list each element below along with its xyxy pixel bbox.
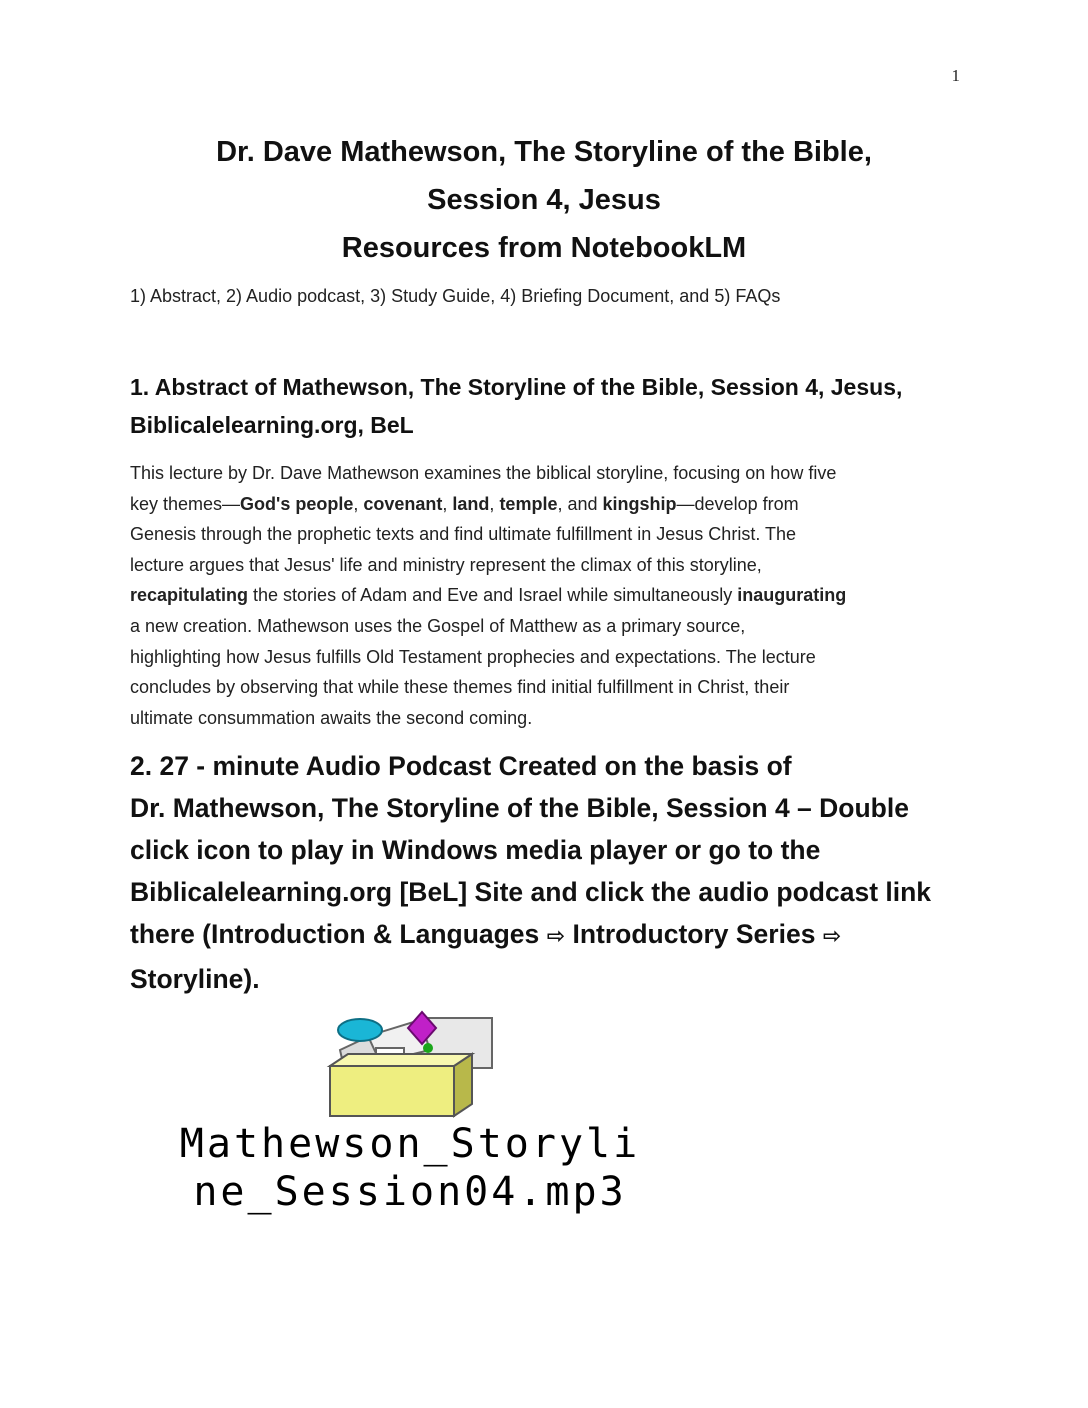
bold-term: recapitulating (130, 585, 249, 606)
resources-list: 1) Abstract, 2) Audio podcast, 3) Study Guide, 4) Briefing Document, and 5) FAQs (130, 286, 781, 306)
section1-heading-line-2: Biblicalelearning.org, BeL (130, 412, 414, 438)
section2-line: Dr. Mathewson, The Storyline of the Bible, Session 4 – Double (130, 793, 909, 823)
bold-term: land (452, 493, 490, 514)
section2-heading (130, 745, 980, 1000)
text-run: there (Introduction & Languages (130, 919, 547, 949)
section2-line (130, 913, 980, 958)
text-run: key themes— (130, 493, 241, 514)
abstract-line (130, 580, 970, 611)
title-line-3: Resources from NotebookLM (341, 232, 747, 264)
filename-line-2: ne_Session04.mp3 (193, 1169, 627, 1215)
section2-line: 2. 27 - minute Audio Podcast Created on the basis of (130, 751, 792, 781)
filename-line-1: Mathewson_Storyli (179, 1121, 641, 1167)
abstract-line: highlighting how Jesus fulfills Old Testament prophecies and expectations. The lecture (130, 646, 816, 667)
abstract-line: concludes by observing that while these themes find initial fulfillment in Christ, their (130, 677, 790, 698)
bold-term: temple (499, 493, 558, 514)
bold-term: God's people (240, 493, 354, 514)
page-number: 1 (951, 66, 960, 85)
podcast-filename[interactable] (130, 1120, 690, 1216)
section1-heading-line-1: 1. Abstract of Mathewson, The Storyline of the Bible, Session 4, Jesus, (130, 374, 903, 400)
bold-term: covenant (363, 493, 443, 514)
section1-heading (130, 368, 970, 444)
text-run: the stories of Adam and Eve and Israel while simultaneously (248, 585, 738, 606)
text-run: —develop from (676, 493, 799, 514)
abstract-line: Genesis through the prophetic texts and find ultimate fulfillment in Jesus Christ. The (130, 524, 797, 545)
bold-term: inaugurating (737, 585, 847, 606)
text-run: , (489, 493, 500, 514)
abstract-line: lecture argues that Jesus' life and ministry represent the climax of this storyline, (130, 554, 762, 575)
abstract-paragraph (130, 458, 970, 733)
title-line-1: Dr. Dave Mathewson, The Storyline of the Bible, (216, 136, 872, 168)
text-run: , (353, 493, 364, 514)
abstract-line: This lecture by Dr. Dave Mathewson examines the biblical storyline, focusing on how five (130, 463, 837, 483)
text-run: Introductory Series (565, 919, 823, 949)
section2-line: Biblicalelearning.org [BeL] Site and click the audio podcast link (130, 877, 932, 907)
section2-line: click icon to play in Windows media player or go to the (130, 835, 821, 865)
text-run: , (442, 493, 453, 514)
package-icon[interactable] (322, 1010, 502, 1120)
section2-line: Storyline). (130, 964, 260, 994)
document-title (0, 128, 1088, 272)
bold-term: kingship (602, 493, 677, 514)
text-run: , and (557, 493, 603, 514)
arrow-right-icon: ⇨ (822, 924, 842, 949)
title-line-2: Session 4, Jesus (427, 184, 661, 216)
abstract-line: a new creation. Mathewson uses the Gospel of Matthew as a primary source, (130, 615, 746, 636)
arrow-right-icon: ⇨ (546, 924, 566, 949)
abstract-line (130, 489, 970, 520)
abstract-line: ultimate consummation awaits the second coming. (130, 707, 533, 728)
